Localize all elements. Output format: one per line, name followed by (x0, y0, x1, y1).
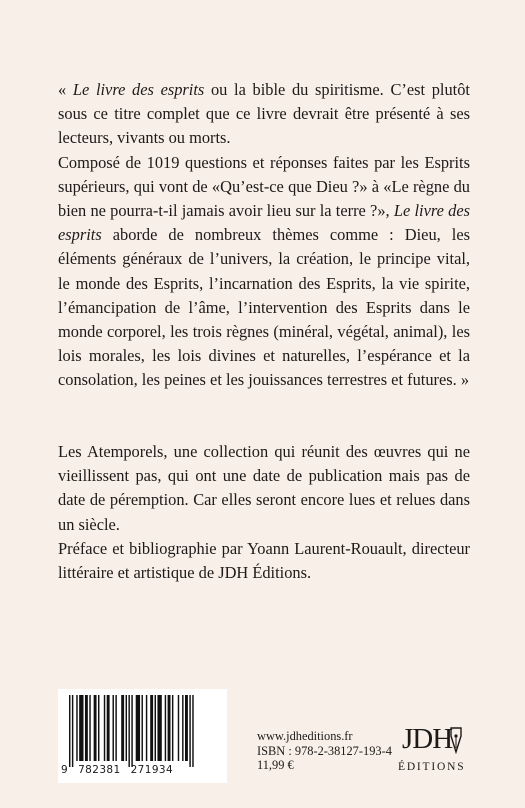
blurb-text-part-1: Composé de 1019 questions et réponses faites par les Esprits supérieurs, qui vont de «Qu’est-ce que Dieu ?» à «Le règne du bien ne pourra-t-il jamais avoir lieu sur la terre ?», (58, 152, 470, 221)
price: 11,99 € (257, 758, 294, 772)
blurb (58, 78, 470, 393)
website-url: www.jdheditions.fr (257, 729, 353, 743)
pen-nib-icon (448, 726, 464, 754)
barcode-digits (58, 764, 227, 776)
isbn: ISBN : 978-2-38127-193-4 (257, 743, 392, 758)
blurb-text-part-2: aborde de nombreux thèmes comme : Dieu, les éléments généraux de l’univers, la création, le principe vital, le monde des Esprits, l’incarnation des Esprits, la vie spirite, l’émancipation de l’âme, l’intervention des Esprits dans le monde corporel, les trois règnes (minéral, végétal, animal), les lois morales, les lois divines et naturelles, l’espérance et la consolation, les peines et les jouissances terrestres et futures. » (58, 225, 470, 390)
logo-mark: JDH (402, 723, 453, 755)
collection-description (58, 440, 470, 537)
publisher-logo (398, 722, 468, 782)
blurb-intro-text: ou la bible du spiritisme. C’est plutôt sous ce titre complet que ce livre devrait être présenté à ses lecteurs, vivants ou morts. (58, 80, 470, 148)
barcode-digit-lead: 9 (61, 764, 69, 776)
blurb-paragraph-1 (58, 78, 470, 151)
book-title-2: Le livre des esprits (58, 201, 470, 245)
preface-text: Préface et bibliographie par Yoann Laurent-Rouault, directeur littéraire et artistique de JDH Éditions. (58, 539, 470, 583)
book-title: Le livre des esprits (72, 80, 205, 99)
logo-subtitle: ÉDITIONS (398, 761, 466, 773)
barcode-digit-group-2: 271934 (130, 764, 174, 776)
blurb-paragraph-2 (58, 151, 470, 393)
barcode-digit-group-1: 782381 (78, 764, 121, 776)
barcode (58, 689, 227, 783)
preface-credit (58, 537, 470, 585)
open-quote: « (58, 80, 73, 99)
publisher-info (257, 729, 392, 773)
collection-text: Les Atemporels, une collection qui réunit des œuvres qui ne vieillissent pas, qui ont une date de publication mais pas de date de péremption. Car elles seront encore lues et relues dans un siècle. (58, 442, 470, 534)
